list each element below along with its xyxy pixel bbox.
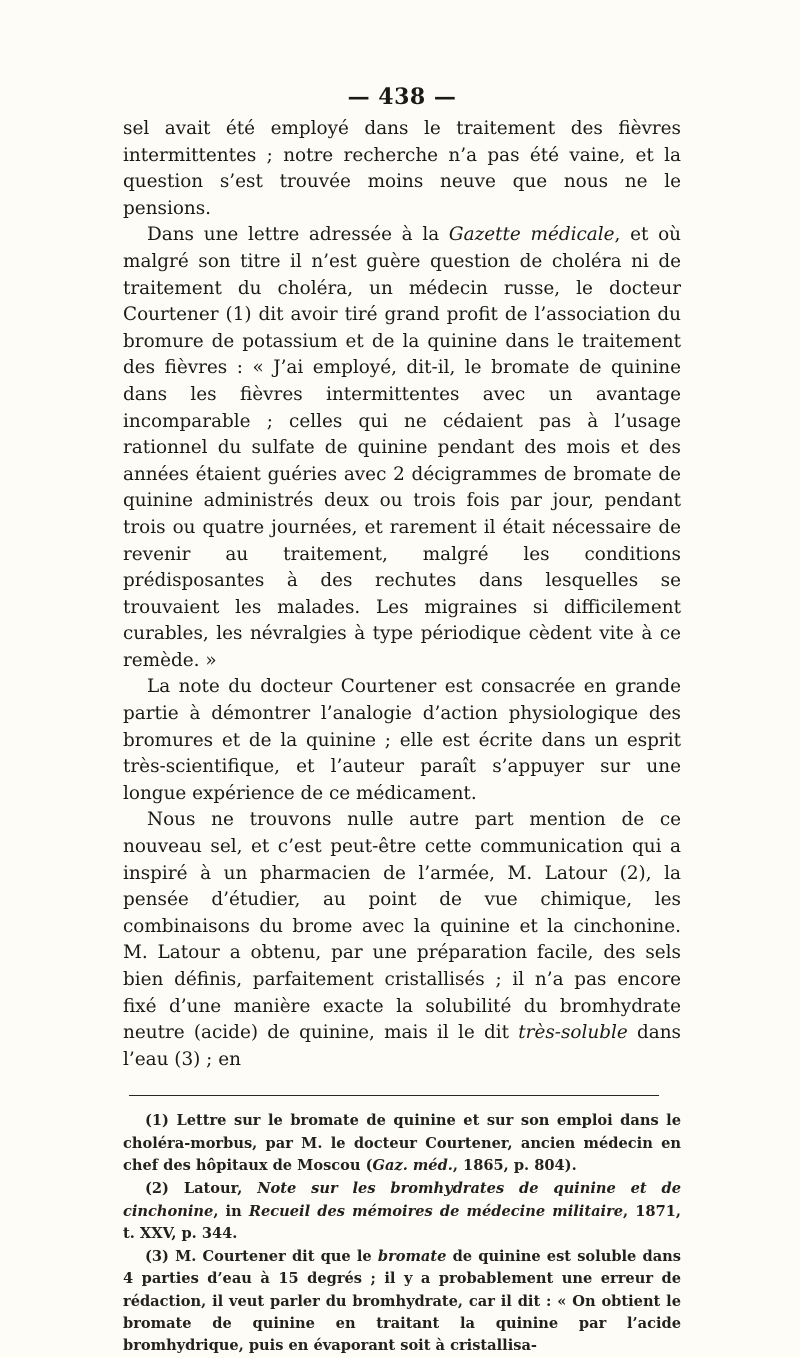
italic-text: bromate [377,1248,447,1266]
text-run: Nous ne trouvons nulle autre part mention de ce nouveau sel, et c’est peut-être cette communication qui a inspiré à un pharmacien de l’armée, M. Latour (2), la pensée d’étudier, au point de vue chimique, les combinaisons du brome avec la quinine et la cinchonine. M. Latour a obtenu, par une préparation facile, des sels bien définis, parfaitement cristallisés ; il n’a pas encore fixé d’une manière exacte la solubilité du bromhydrate neutre (acide) de quinine, mais il le dit [123,809,681,1044]
footnote [123,1178,681,1245]
footnote [123,1110,681,1177]
text-run: Dans une lettre adressée à la [147,224,449,246]
text-run: , et où malgré son titre il n’est guère question de choléra ni de traitement du choléra, un médecin russe, le docteur Courtener (1) dit avoir tiré grand profit de l’association du bromure de potassium et de la quinine dans le traitement des fièvres : « J’ai employé, dit-il, le bromate de quinine dans les fièvres intermittentes avec un avantage incomparable ; celles qui ne cédaient pas à l’usage rationnel du sulfate de quinine pendant des mois et des années étaient guéries avec 2 décigrammes de bromate de quinine administrés deux ou trois fois par jour, pendant trois ou quatre journées, et rarement il était nécessaire de revenir au traitement, malgré les conditions prédisposantes à des rechutes dans lesquelles se trouvaient les malades. Les migraines si difficilement curables, les névralgies à type périodique cèdent vite à ce remède. » [123,224,681,671]
footnote [123,1246,681,1357]
text-run: (2) Latour, [145,1180,258,1198]
italic-text: Recueil des mémoires de médecine militaire [248,1202,624,1220]
paragraph [123,807,681,1073]
italic-text: Note sur les bromhydrates de quinine et de cinchonine [123,1180,681,1220]
paragraph [123,116,681,222]
text-run: , 1871, t. XXV, p. 344. [123,1202,681,1242]
italic-text: très-soluble [518,1022,628,1044]
text-run: de quinine est soluble dans 4 parties d’eau à 15 degrés ; il y a probablement une erreur de rédaction, il veut parler du bromhydrate, car il dit : « On obtient le bromate de quinine en traitant la quinine par l’acide bromhydrique, puis en évaporant soit à cristallisa- [123,1248,681,1355]
text-run: sel avait été employé dans le traitement des fièvres intermittentes ; notre recherche n’a pas été vaine, et la question s’est trouvée moins neuve que nous ne le pensions. [123,118,681,219]
paragraph [123,674,681,807]
book-page [123,82,681,1358]
paragraph [123,222,681,674]
footnote-separator [129,1095,659,1096]
body-text [123,116,681,1073]
footnotes [123,1110,681,1357]
page-number: — 438 — [347,84,457,110]
text-run: La note du docteur Courtener est consacrée en grande partie à démontrer l’analogie d’action physiologique des bromures et de la quinine ; elle est écrite dans un esprit très-scientifique, et l’auteur paraît s’appuyer sur une longue expérience de ce médicament. [123,676,681,804]
text-run: dans l’eau (3) ; en [123,1022,681,1070]
text-run: (1) Lettre sur le bromate de quinine et sur son emploi dans le choléra-morbus, par M. le docteur Courtener, ancien médecin en chef des hôpitaux de Moscou ( [123,1112,681,1174]
italic-text: Gaz. méd. [372,1156,453,1174]
italic-text: Gazette médicale [448,224,615,246]
text-run: , in [213,1202,249,1220]
text-run: (3) M. Courtener dit que le [145,1248,378,1266]
text-run: , 1865, p. 804). [452,1156,577,1174]
